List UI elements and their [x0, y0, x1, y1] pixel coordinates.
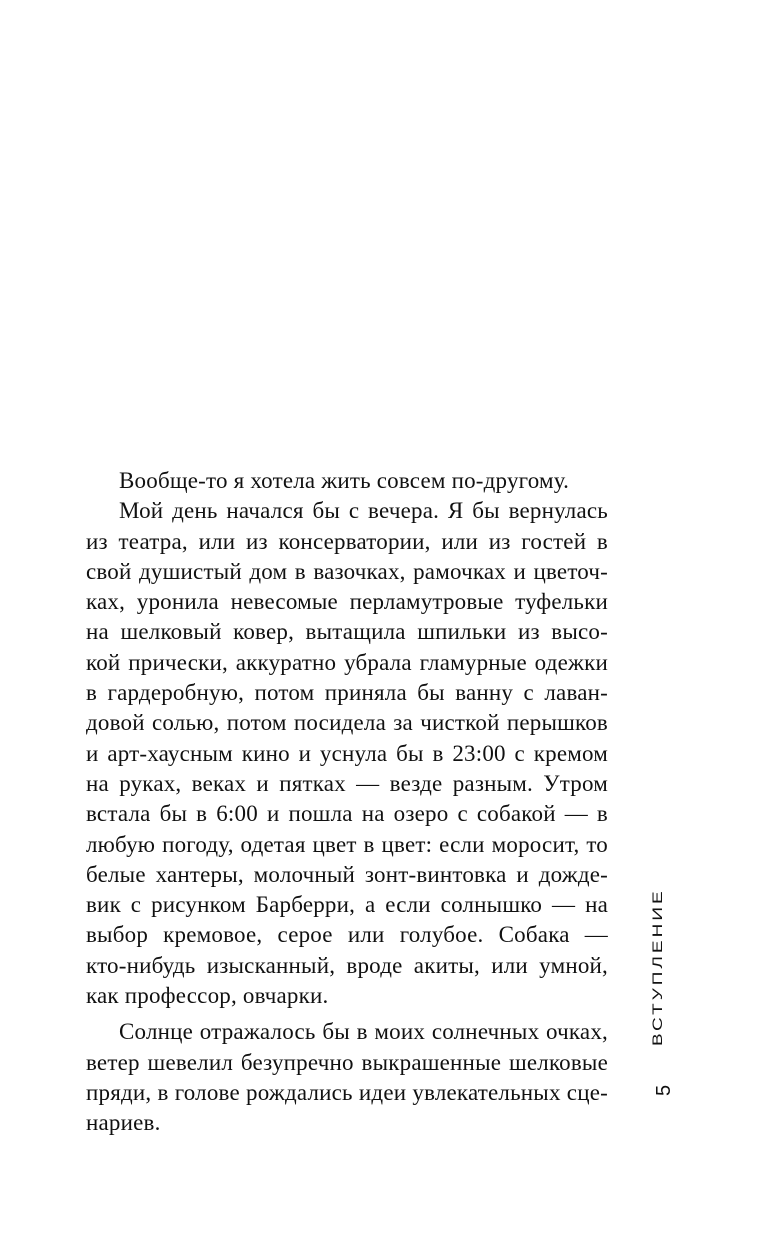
paragraph-line: Мой день начался бы с вечера. Я бы вернулась — [119, 498, 608, 524]
paragraph-line: ках, уронила невесомые перламутровые туфельки — [86, 589, 608, 615]
running-head: ВСТУПЛЕНИЕ — [650, 888, 666, 1046]
paragraph-line: свой душистый дом в вазочках, рамочках и цветоч- — [86, 558, 608, 584]
paragraph-line: из театра, или из консерватории, или из гостей в — [86, 528, 608, 554]
paragraph-line: Вообще-то я хотела жить совсем по-другому. — [119, 468, 570, 493]
paragraph-line: как профессор, овчарки. — [86, 983, 329, 1009]
paragraph-line: любую погоду, одетая цвет в цвет: если моросит, то — [86, 831, 608, 857]
paragraph-line: нариев. — [86, 1110, 161, 1136]
paragraph-line: вик с рисунком Барберри, а если солнышко — на — [86, 892, 608, 918]
page-number: 5 — [653, 1084, 675, 1096]
paragraph-line: довой солью, потом посидела за чисткой перышков — [86, 710, 608, 736]
paragraph-line: кой прически, аккуратно убрала гламурные одежки — [86, 649, 608, 675]
paragraph-line: белые хантеры, молочный зонт-винтовка и дожде- — [86, 861, 608, 887]
paragraph-line: ветер шевелил безупречно выкрашенные шелковые — [86, 1049, 608, 1075]
paragraph-line: и арт-хаусным кино и уснула бы в 23:00 с кремом — [86, 740, 608, 766]
paragraph-line: Солнце отражалось бы в моих солнечных очках, — [119, 1019, 608, 1045]
paragraph-line: в гардеробную, потом приняла бы ванну с лаван- — [86, 680, 608, 706]
paragraph-line: встала бы в 6:00 и пошла на озеро с собакой — в — [86, 801, 608, 827]
paragraph-line: на шелковый ковер, вытащила шпильки из высо- — [86, 619, 608, 645]
paragraph-line: выбор кремовое, серое или голубое. Собака — — [86, 922, 608, 948]
paragraph-line: кто-нибудь изысканный, вроде акиты, или умной, — [86, 952, 608, 978]
body-text — [86, 466, 608, 1139]
paragraph-line: пряди, в голове рождались идеи увлекательных сце- — [86, 1079, 608, 1105]
paragraph-line: на руках, веках и пятках — везде разным. Утром — [86, 770, 608, 796]
